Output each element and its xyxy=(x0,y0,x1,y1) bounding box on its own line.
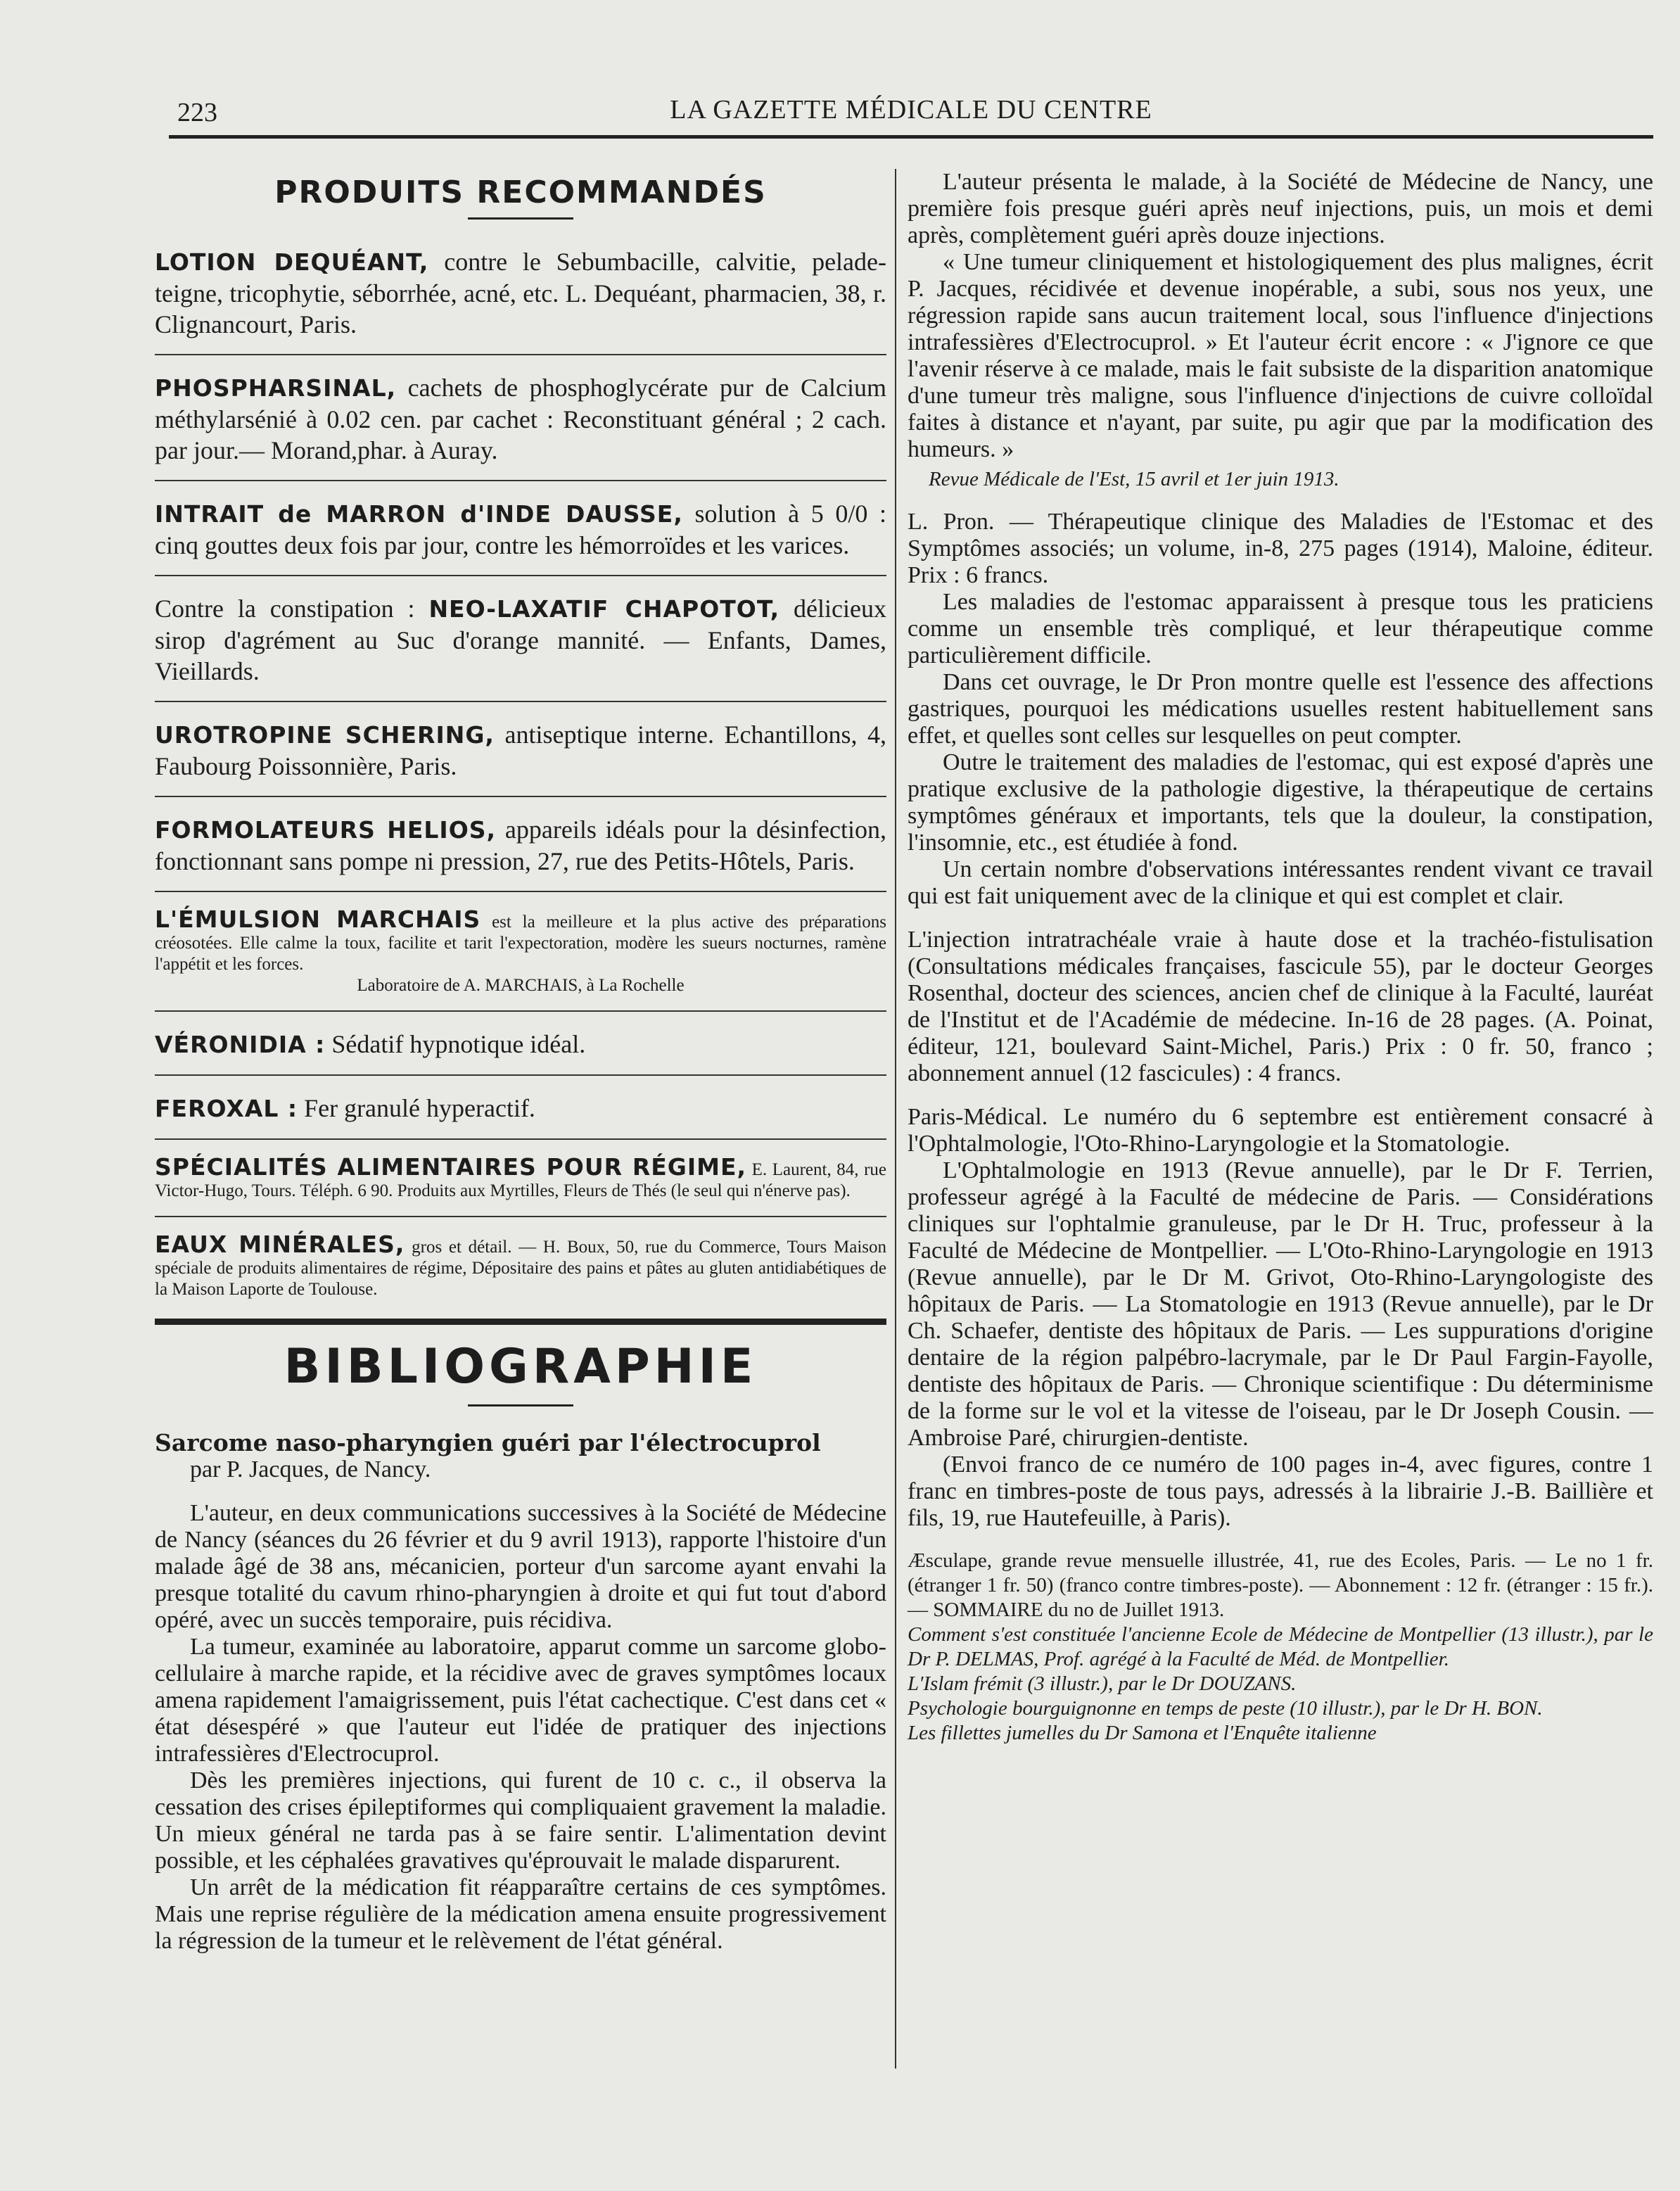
ad-intrait-marron xyxy=(155,494,886,571)
section-separator xyxy=(155,1319,886,1325)
ad-lotion-dequeant xyxy=(155,242,886,350)
ad-separator xyxy=(155,1216,886,1217)
produits-title: PRODUITS RECOMMANDÉS xyxy=(274,174,767,210)
ad-specialites xyxy=(155,1152,886,1212)
column-divider xyxy=(895,169,896,2069)
ad-separator xyxy=(155,480,886,481)
ad-brand: SPÉCIALITÉS ALIMENTAIRES POUR RÉGIME, xyxy=(155,1153,747,1181)
ad-brand: VÉRONIDIA : xyxy=(155,1031,326,1058)
ad-text: contre le Sebumbacille, calvitie, pelade-teigne, tricophytie, séborrhée, acné, etc. L. Dequéant, pharmacien, 38, r. Clignancourt, Paris. xyxy=(155,248,886,338)
sommaire-item: Psychologie bourguignonne en temps de peste (10 illustr.), par le Dr H. BON. xyxy=(908,1697,1543,1720)
ad-brand: FEROXAL : xyxy=(155,1095,298,1122)
review-paragraph: Outre le traitement des maladies de l'estomac, qui est exposé d'après une pratique exclusive de la pathologie digestive, la thérapeutique de certains symptômes généraux et importants, tels que la douleur, la constipation, l'insomnie, etc., est étudiée à fond. xyxy=(908,749,1653,856)
ad-text: est la meilleure et la plus active des préparations créosotées. Elle calme la toux, facilite et tarit l'expectoration, modère les sueurs nocturnes, ramène l'appétit et les forces. xyxy=(155,913,886,974)
ad-emulsion-marchais xyxy=(155,905,886,1006)
ad-text: cachets de phosphoglycérate pur de Calcium méthylarsénié à 0.02 cen. par cachet : Reconstituant général ; 2 cach. par jour.— Morand,phar. à Auray. xyxy=(155,374,886,464)
review-paragraph: (Envoi franco de ce numéro de 100 pages in-4, avec figures, contre 1 franc en timbres-poste de tous pays, adressés à la librairie J.-B. Baillière et fils, 19, rue Hautefeuille, à Paris). xyxy=(908,1452,1653,1531)
page-header xyxy=(169,90,1653,132)
ad-text: Fer granulé hyperactif. xyxy=(298,1094,535,1122)
article-paragraph: L'auteur, en deux communications successives à la Société de Médecine de Nancy (séances du 26 février et du 9 avril 1913), rapporte l'histoire d'un malade âgé de 38 ans, mécanicien, porteur d'un sarcome ayant envahi la presque totalité du cavum rhino-pharyngien à droite et qui fut tout d'abord opéré, avec un succès temporaire, puis récidiva. xyxy=(155,1500,886,1633)
ad-phospharsinal xyxy=(155,368,886,476)
ad-brand: PHOSPHARSINAL, xyxy=(155,374,397,402)
ad-eaux-minerales xyxy=(155,1230,886,1310)
review-paragraph: Les maladies de l'estomac apparaissent à presque tous les praticiens comme un ensemble très compliqué, et leur thérapeutique comme particulièrement difficile. xyxy=(908,589,1653,668)
sommaire-item: Comment s'est constituée l'ancienne Ecole de Médecine de Montpellier (13 illustr.), par le Dr P. DELMAS, Prof. agrégé à la Faculté de Méd. de Montpellier. xyxy=(908,1623,1653,1670)
ad-separator xyxy=(155,1010,886,1012)
title-rule xyxy=(468,1404,573,1406)
ad-text: Sédatif hypnotique idéal. xyxy=(325,1030,586,1058)
ad-brand: UROTROPINE SCHERING, xyxy=(155,721,495,749)
review-paragraph: Un certain nombre d'observations intéressantes rendent vivant ce travail qui est fait uniquement avec de la clinique et qui est complet et clair. xyxy=(908,856,1653,909)
ad-brand: INTRAIT de MARRON d'INDE DAUSSE, xyxy=(155,500,683,528)
page-number: 223 xyxy=(177,98,217,127)
article-paragraph: Un arrêt de la médication fit réapparaître certains de ces symptômes. Mais une reprise régulière de la médication amena ensuite progressivement la régression de la tumeur et le relèvement de l'état général. xyxy=(155,1874,886,1954)
review-heading-aesculape: Æsculape, grande revue mensuelle illustrée, 41, rue des Ecoles, Paris. — Le no 1 fr. (étranger 1 fr. 50) (franco contre timbres-poste). — Abonnement : 12 fr. (étranger : 15 fr.). — SOMMAIRE du no de Juillet 1913. xyxy=(908,1549,1653,1621)
ad-urotropine xyxy=(155,715,886,792)
header-rule xyxy=(169,135,1653,139)
ad-footer: Laboratoire de A. MARCHAIS, à La Rochelle xyxy=(357,976,685,995)
article-paragraph: L'auteur présenta le malade, à la Société de Médecine de Nancy, une première fois presque guéri après neuf injections, puis, un mois et demi après, complètement guéri après douze injections. xyxy=(908,169,1653,248)
ad-formolateurs xyxy=(155,810,886,887)
ad-separator xyxy=(155,1138,886,1140)
ad-text: E. Laurent, 84, rue Victor-Hugo, Tours. Téléph. 6 90. Produits aux Myrtilles, Fleurs de Thés (le seul qui n'énerve pas). xyxy=(155,1160,886,1200)
running-title: LA GAZETTE MÉDICALE DU CENTRE xyxy=(670,95,1152,125)
review-paragraph: Dans cet ouvrage, le Dr Pron montre quelle est l'essence des affections gastriques, pourquoi les médications usuelles restent habituellement sans effet, et quelles sont celles sur lesquelles on peut compter. xyxy=(908,669,1653,749)
article-paragraph: Dès les premières injections, qui furent de 10 c. c., il observa la cessation des crises épileptiformes qui compliquaient gravement la maladie. Un mieux général ne tarda pas à se faire sentir. L'alimentation devint possible, et les céphalées gravatives qu'éprouvait le malade disparurent. xyxy=(155,1767,886,1874)
sommaire-item: Les fillettes jumelles du Dr Samona et l'Enquête italienne xyxy=(908,1722,1377,1744)
review-paragraph: L'Ophtalmologie en 1913 (Revue annuelle), par le Dr F. Terrien, professeur agrégé à la Faculté de médecine de Paris. — Considérations cliniques sur l'ophtalmie granuleuse, par le Dr H. Truc, professeur à la Faculté de Médecine de Montpellier. — L'Oto-Rhino-Laryngologie en 1913 (Revue annuelle), par le Dr M. Grivot, Oto-Rhino-Laryngologiste des hôpitaux de Paris. — La Stomatologie en 1913 (Revue annuelle), par le Dr Ch. Schaefer, dentiste des hôpitaux de Paris. — Les suppurations d'origine dentaire de la région palpébro-lacrymale, par le Dr Paul Fargin-Fayolle, dentiste des hôpitaux de Paris. — Chronique scientifique : Du déterminisme de la forme sur le vol et la vitesse de l'oiseau, par le Dr Joseph Cousin. — Ambroise Paré, chirurgien-dentiste. xyxy=(908,1157,1653,1451)
article-source: Revue Médicale de l'Est, 15 avril et 1er juin 1913. xyxy=(929,468,1339,490)
article-paragraph: « Une tumeur cliniquement et histologiquement des plus malignes, écrit P. Jacques, récidivée et devenue inopérable, a subi, sous nos yeux, une régression rapide sans aucun traitement local, sous l'influence d'injections intrafessières d'Electrocuprol. » Et l'auteur écrit encore : « J'ignore ce que l'avenir réserve à ce malade, mais le fait subsiste de la disparition anatomique d'une tumeur très maligne, sous l'influence d'injections de cuivre colloïdal faites à distance et n'ayant, par suite, pu agir que par la modification des humeurs. » xyxy=(908,249,1653,462)
ad-separator xyxy=(155,1074,886,1076)
left-column xyxy=(155,169,886,1955)
ad-neo-laxatif xyxy=(155,589,886,697)
ad-brand: L'ÉMULSION MARCHAIS xyxy=(155,906,481,933)
right-column xyxy=(908,169,1653,1746)
article-title: Sarcome naso-pharyngien guéri par l'électrocuprol xyxy=(155,1429,821,1456)
ad-text: délicieux sirop d'agrément au Suc d'orange mannité. — Enfants, Dames, Vieillards. xyxy=(155,595,886,685)
ad-separator xyxy=(155,354,886,355)
ad-brand: EAUX MINÉRALES, xyxy=(155,1231,405,1258)
ad-prefix: Contre la constipation : xyxy=(155,595,429,623)
ad-feroxal xyxy=(155,1088,886,1134)
sommaire-item: L'Islam frémit (3 illustr.), par le Dr DOUZANS. xyxy=(908,1672,1297,1695)
review-heading-injection: L'injection intratrachéale vraie à haute dose et la trachéo-fistulisation (Consultations médicales françaises, fascicule 55), par le docteur Georges Rosenthal, docteur des sciences, ancien chef de clinique à la Faculté, lauréat de l'Institut et de l'Académie de médecine. In-16 de 28 pages. (A. Poinat, éditeur, 121, boulevard Saint-Michel, Paris.) Prix : 0 fr. 50, franco ; abonnement annuel (12 fascicules) : 4 francs. xyxy=(908,927,1653,1086)
ad-brand: NEO-LAXATIF CHAPOTOT, xyxy=(428,595,780,623)
ad-brand: FORMOLATEURS HELIOS, xyxy=(155,816,497,844)
review-heading-paris-medical: Paris-Médical. Le numéro du 6 septembre est entièrement consacré à l'Ophtalmologie, l'Oto-Rhino-Laryngologie et la Stomatologie. xyxy=(908,1104,1653,1157)
ad-text: gros et détail. — H. Boux, 50, rue du Commerce, Tours Maison spéciale de produits alimentaires de régime, Dépositaire des pains et pâtes au gluten antidiabétiques de la Maison Laporte de Toulouse. xyxy=(155,1238,886,1299)
ad-text: appareils idéals pour la désinfection, fonctionnant sans pompe ni pression, 27, rue des Petits-Hôtels, Paris. xyxy=(155,815,886,875)
title-rule xyxy=(468,217,573,220)
ad-separator xyxy=(155,701,886,702)
ad-text: antiseptique interne. Echantillons, 4, Faubourg Poissonnière, Paris. xyxy=(155,720,886,780)
ad-brand: LOTION DEQUÉANT, xyxy=(155,248,429,276)
ad-veronidia xyxy=(155,1024,886,1070)
bibliographie-title: BIBLIOGRAPHIE xyxy=(284,1339,758,1395)
ad-separator xyxy=(155,575,886,576)
ad-text: solution à 5 0/0 : cinq gouttes deux fois par jour, contre les hémorroïdes et les varices. xyxy=(155,500,886,559)
article-paragraph: La tumeur, examinée au laboratoire, apparut comme un sarcome globo-cellulaire à marche rapide, et la récidive avec de graves symptômes locaux amena rapidement l'amaigrissement, puis l'état cachectique. C'est dans cet « état désespéré » que l'auteur eut l'idée de pratiquer des injections intrafessières d'Electrocuprol. xyxy=(155,1634,886,1767)
ad-separator xyxy=(155,891,886,892)
review-heading-pron: L. Pron. — Thérapeutique clinique des Maladies de l'Estomac et des Symptômes associés; un volume, in-8, 275 pages (1914), Maloine, éditeur. Prix : 6 francs. xyxy=(908,509,1653,588)
article-byline: par P. Jacques, de Nancy. xyxy=(190,1456,431,1482)
ad-separator xyxy=(155,796,886,797)
